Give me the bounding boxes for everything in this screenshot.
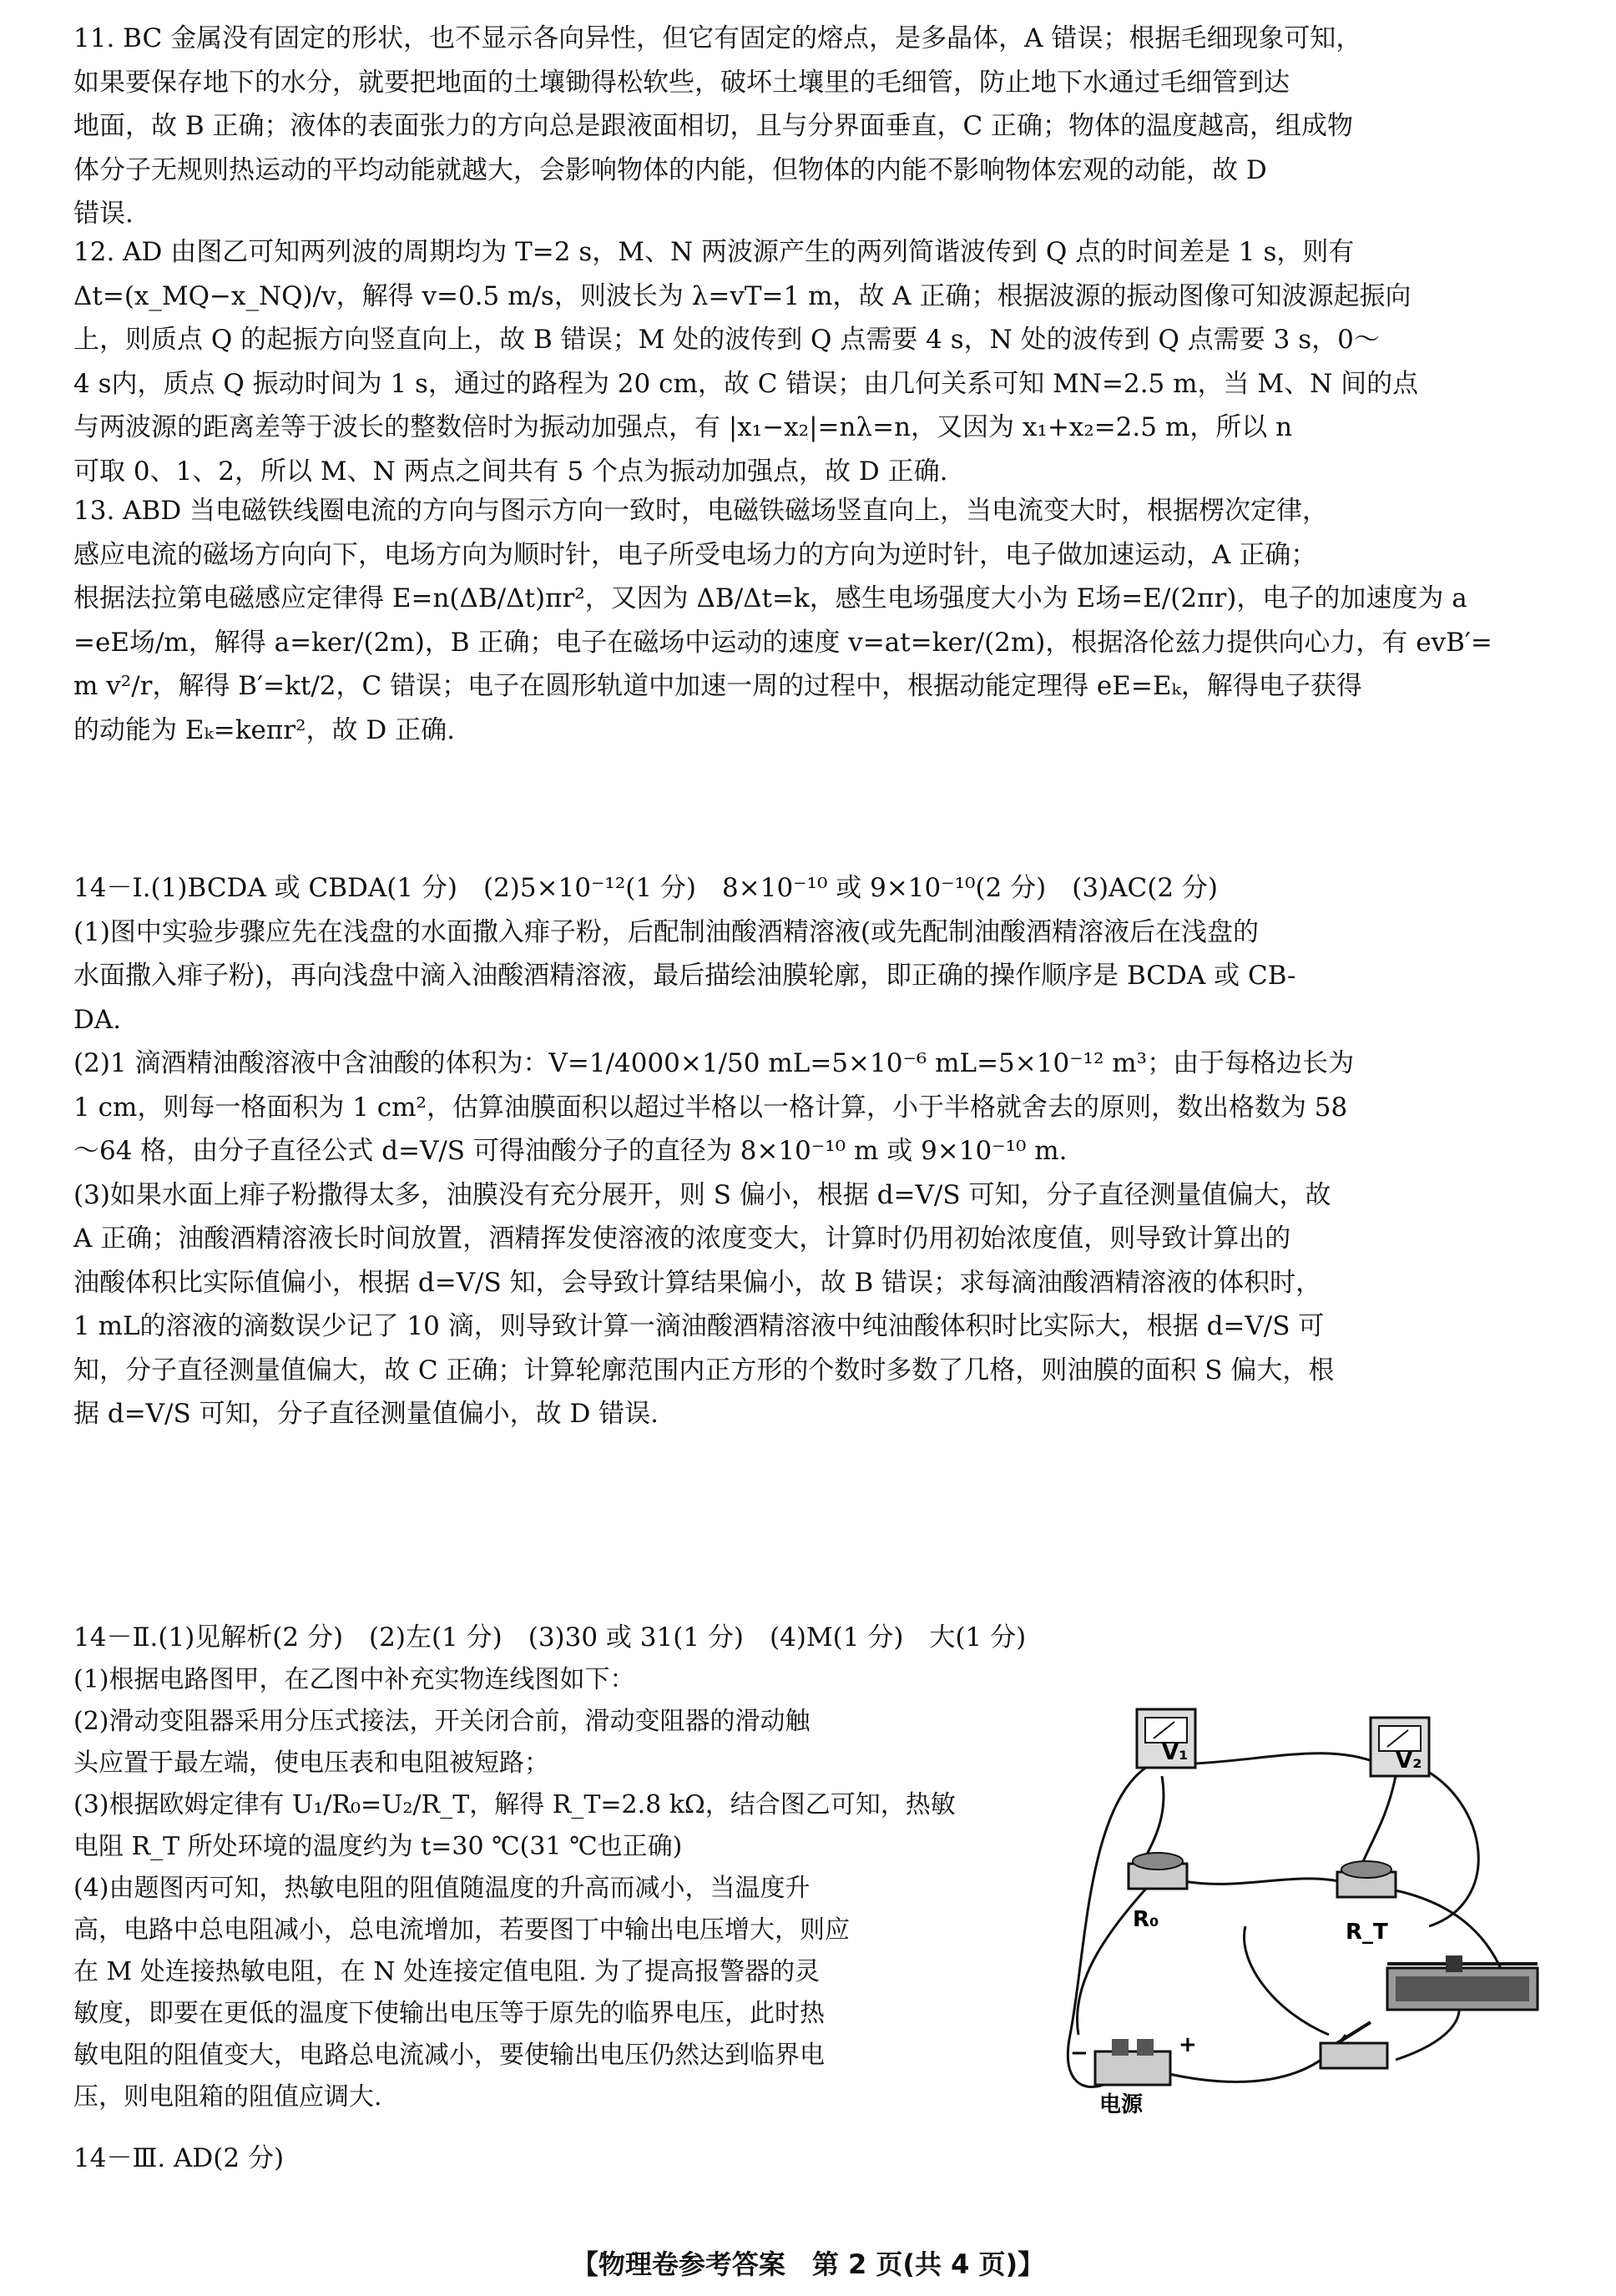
label-minus: − <box>1070 2041 1088 2066</box>
text-line: DA. <box>73 1004 122 1035</box>
text-line: 油酸体积比实际值偏小，根据 d=V/S 知，会导致计算结果偏小，故 B 错误；求每滴油酸酒精溶液的体积时， <box>73 1267 1322 1298</box>
text-line: 在 M 处连接热敏电阻，在 N 处连接定值电阻. 为了提高报警器的灵 <box>73 1957 821 1986</box>
text-line: 1 cm，则每一格面积为 1 cm²，估算油膜面积以超过半格以一格计算，小于半格就舍去的原则，数出格数为 58 <box>73 1092 1348 1123</box>
label-v2: V₂ <box>1396 1748 1422 1774</box>
answer-q14-part2 <box>73 1659 1033 2118</box>
voltmeter-v2-icon <box>1371 1718 1429 1776</box>
text-line: (3)如果水面上痱子粉撒得太多，油膜没有充分展开，则 S 偏小，根据 d=V/S 可知，分子直径测量值偏大，故 <box>73 1179 1331 1210</box>
text-line: (2)滑动变阻器采用分压式接法，开关闭合前，滑动变阻器的滑动触 <box>73 1707 811 1736</box>
text-line: 可取 0、1、2，所以 M、N 两点之间共有 5 个点为振动加强点，故 D 正确. <box>73 456 948 487</box>
text-line: 错误. <box>73 199 134 229</box>
text-line: 1 mL的溶液的滴数误少记了 10 滴，则导致计算一滴油酸酒精溶液中纯油酸体积时比实际大，根据 d=V/S 可 <box>73 1311 1325 1341</box>
label-r0: R₀ <box>1133 1907 1159 1932</box>
answer-q14-part1 <box>73 866 1559 1436</box>
wire <box>1421 1768 1478 1926</box>
text-line: 与两波源的距离差等于波长的整数倍时为振动加强点，有 |x₁−x₂|=nλ=n，又因为 x₁+x₂=2.5 m，所以 n <box>73 412 1293 442</box>
wire <box>1179 1879 1354 1885</box>
switch-icon <box>1321 2022 1387 2068</box>
text-line: (2)1 滴酒精油酸溶液中含油酸的体积为：V=1/4000×1/50 mL=5×10⁻⁶ mL=5×10⁻¹² m³；由于每格边长为 <box>73 1048 1355 1078</box>
text-line: (4)由题图丙可知，热敏电阻的阻值随温度的升高而减小，当温度升 <box>73 1874 811 1903</box>
page-footer: 【物理卷参考答案 第 2 页(共 4 页)】 <box>571 2248 1045 2280</box>
text-line: 11. BC 金属没有固定的形状，也不显示各向异性，但它有固定的熔点，是多晶体，A 错误；根据毛细现象可知， <box>73 23 1362 53</box>
text-line: 据 d=V/S 可知，分子直径测量值偏小，故 D 错误. <box>73 1399 659 1429</box>
text-line: 上，则质点 Q 的起振方向竖直向上，故 B 错误；M 处的波传到 Q 点需要 4 s，N 处的波传到 Q 点需要 3 s，0～ <box>73 325 1380 355</box>
text-line: ～64 格，由分子直径公式 d=V/S 可得油酸分子的直径为 8×10⁻¹⁰ m 或 9×10⁻¹⁰ m. <box>73 1136 1068 1166</box>
text-line: 地面，故 B 正确；液体的表面张力的方向总是跟液面相切，且与分界面垂直，C 正确；物体的温度越高，组成物 <box>73 111 1354 141</box>
text-line: Δt=(x_MQ−x_NQ)/v，解得 v=0.5 m/s，则波长为 λ=vT=1 m，故 A 正确；根据波源的振动图像可知波源起振向 <box>73 280 1411 311</box>
text-line: 12. AD 由图乙可知两列波的周期均为 T=2 s，M、N 两波源产生的两列简谐波传到 Q 点的时间差是 1 s，则有 <box>73 237 1355 267</box>
text-line: 14－Ⅱ.(1)见解析(2 分) (2)左(1 分) (3)30 或 31(1 分) (4)M(1 分) 大(1 分) <box>73 1622 1027 1653</box>
wire <box>1362 1776 1396 1864</box>
label-plus: + <box>1179 2032 1197 2057</box>
label-power: 电源 <box>1099 2092 1144 2117</box>
text-line: 的动能为 Eₖ=keπr²，故 D 正确. <box>73 714 455 745</box>
label-rt: R_T <box>1346 1920 1388 1945</box>
label-v1: V₁ <box>1162 1740 1189 1765</box>
text-line: (3)根据欧姆定律有 U₁/R₀=U₂/R_T，解得 R_T=2.8 kΩ，结合图乙可知，热敏 <box>73 1790 956 1819</box>
text-line: 感应电流的磁场方向向下，电场方向为顺时针，电子所受电场力的方向为逆时针，电子做加速运动，A 正确； <box>73 539 1317 570</box>
text-line: 体分子无规则热运动的平均动能就越大，会影响物体的内能，但物体的内能不影响物体宏观的动能，故 D <box>73 154 1267 185</box>
text-line: 电阻 R_T 所处环境的温度约为 t=30 ℃(31 ℃也正确) <box>73 1832 683 1861</box>
text-line: 根据法拉第电磁感应定律得 E=n(ΔB/Δt)πr²，又因为 ΔB/Δt=k，感生电场强度大小为 E场=E/(2πr)，电子的加速度为 a <box>73 583 1467 613</box>
voltmeter-v1-icon <box>1137 1709 1195 1768</box>
text-line: 水面撒入痱子粉)，再向浅盘中滴入油酸酒精溶液，最后描绘油膜轮廓，即正确的操作顺序是 BCDA 或 CB- <box>73 961 1296 991</box>
circuit-figure <box>1053 1684 1554 2118</box>
text-line: 敏度，即要在更低的温度下使输出电压等于原先的临界电压，此时热 <box>73 1999 825 2028</box>
resistor-r0-icon <box>1129 1853 1187 1932</box>
text-line: 4 s内，质点 Q 振动时间为 1 s，通过的路程为 20 cm，故 C 错误；由几何关系可知 MN=2.5 m，当 M、N 间的点 <box>73 368 1419 399</box>
answer-q14-part2-head <box>73 1616 1559 1660</box>
text-line: 高，电路中总电阻减小，总电流增加，若要图丁中输出电压增大，则应 <box>73 1915 850 1945</box>
text-line: =eE场/m，解得 a=ker/(2m)，B 正确；电子在磁场中运动的速度 v=at=ker/(2m)，根据洛伦兹力提供向心力，有 evB′= <box>73 627 1492 658</box>
text-line: 13. ABD 当电磁铁线圈电流的方向与图示方向一致时，电磁铁磁场竖直向上，当电流变大时，根据楞次定律， <box>73 496 1329 526</box>
text-line: 如果要保存地下的水分，就要把地面的土壤锄得松软些，破坏土壤里的毛细管，防止地下水通过毛细管到达 <box>73 67 1290 98</box>
wire <box>1145 2035 1346 2082</box>
text-line: (1)图中实验步骤应先在浅盘的水面撒入痱子粉，后配制油酸酒精溶液(或先配制油酸酒精溶液后在浅盘的 <box>73 916 1260 947</box>
text-line: 敏电阻的阻值变大，电路总电流减小，要使输出电压仍然达到临界电 <box>73 2041 825 2070</box>
answer-q11 <box>73 17 1559 236</box>
wire <box>1195 1754 1379 1764</box>
text-line: (1)根据电路图甲，在乙图中补充实物连线图如下： <box>73 1665 635 1694</box>
text-line: 14－Ⅰ.(1)BCDA 或 CBDA(1 分) (2)5×10⁻¹²(1 分) 8×10⁻¹⁰ 或 9×10⁻¹⁰(2 分) (3)AC(2 分) <box>73 873 1219 903</box>
text-line: 知，分子直径测量值偏大，故 C 正确；计算轮廓范围内正方形的个数时多数了几格，则油膜的面积 S 偏大，根 <box>73 1355 1335 1385</box>
answer-q14-part3 <box>73 2137 1559 2181</box>
text-line: A 正确；油酸酒精溶液长时间放置，酒精挥发使溶液的浓度变大，计算时仍用初始浓度值，则导致计算出的 <box>73 1224 1291 1254</box>
answer-q13 <box>73 489 1559 752</box>
thermistor-rt-icon <box>1337 1861 1396 1945</box>
text-line: 头应置于最左端，使电压表和电阻被短路； <box>73 1748 549 1778</box>
answer-q12 <box>73 230 1559 493</box>
rheostat-icon <box>1387 1955 1538 2010</box>
text-line: 压，则电阻箱的阻值应调大. <box>73 2082 382 2112</box>
text-line: m v²/r，解得 B′=kt/2，C 错误；电子在圆形轨道中加速一周的过程中，根据动能定理得 eE=Eₖ，解得电子获得 <box>73 671 1362 701</box>
text-line: 14－Ⅲ. AD(2 分) <box>73 2143 285 2173</box>
wire <box>1244 1926 1329 2035</box>
